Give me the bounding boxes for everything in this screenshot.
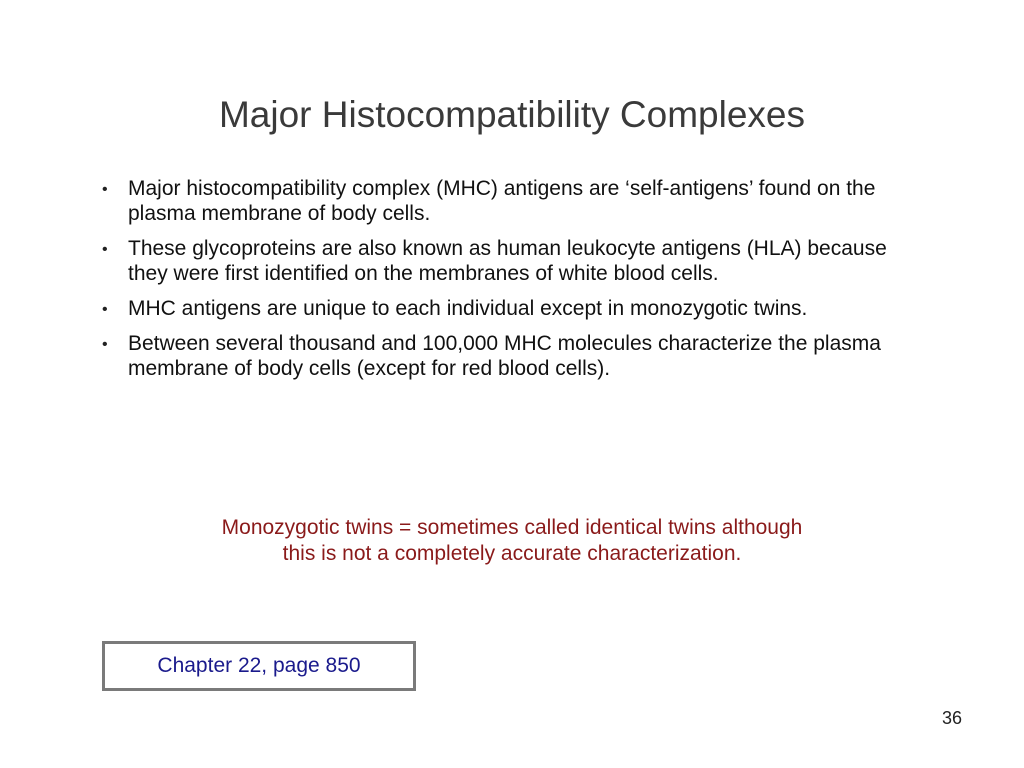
- bullet-list: [96, 176, 926, 391]
- bullet-icon: •: [102, 181, 108, 198]
- bullet-item: [96, 236, 926, 286]
- bullet-icon: •: [102, 301, 108, 318]
- page-number: 36: [941, 708, 962, 728]
- slide-title: Major Histocompatibility Complexes: [218, 94, 806, 135]
- bullet-text: MHC antigens are unique to each individual except in monozygotic twins.: [128, 297, 808, 320]
- bullet-text: Major histocompatibility complex (MHC) antigens are ‘self-antigens’ found on the plasma membrane of body cells.: [128, 177, 876, 225]
- chapter-reference-box: Chapter 22, page 850: [102, 641, 416, 691]
- bullet-item: [96, 176, 926, 226]
- bullet-icon: •: [102, 241, 108, 258]
- bullet-icon: •: [102, 336, 108, 353]
- note-line-2: this is not a completely accurate characterization.: [282, 542, 742, 565]
- note-line-1: Monozygotic twins = sometimes called identical twins although: [221, 516, 803, 539]
- bullet-item: [96, 331, 926, 381]
- twins-note: [112, 515, 912, 567]
- bullet-text: Between several thousand and 100,000 MHC molecules characterize the plasma membrane of body cells (except for red blood cells).: [128, 332, 881, 380]
- bullet-item: [96, 296, 926, 321]
- bullet-text: These glycoproteins are also known as human leukocyte antigens (HLA) because they were first identified on the membranes of white blood cells.: [128, 237, 887, 285]
